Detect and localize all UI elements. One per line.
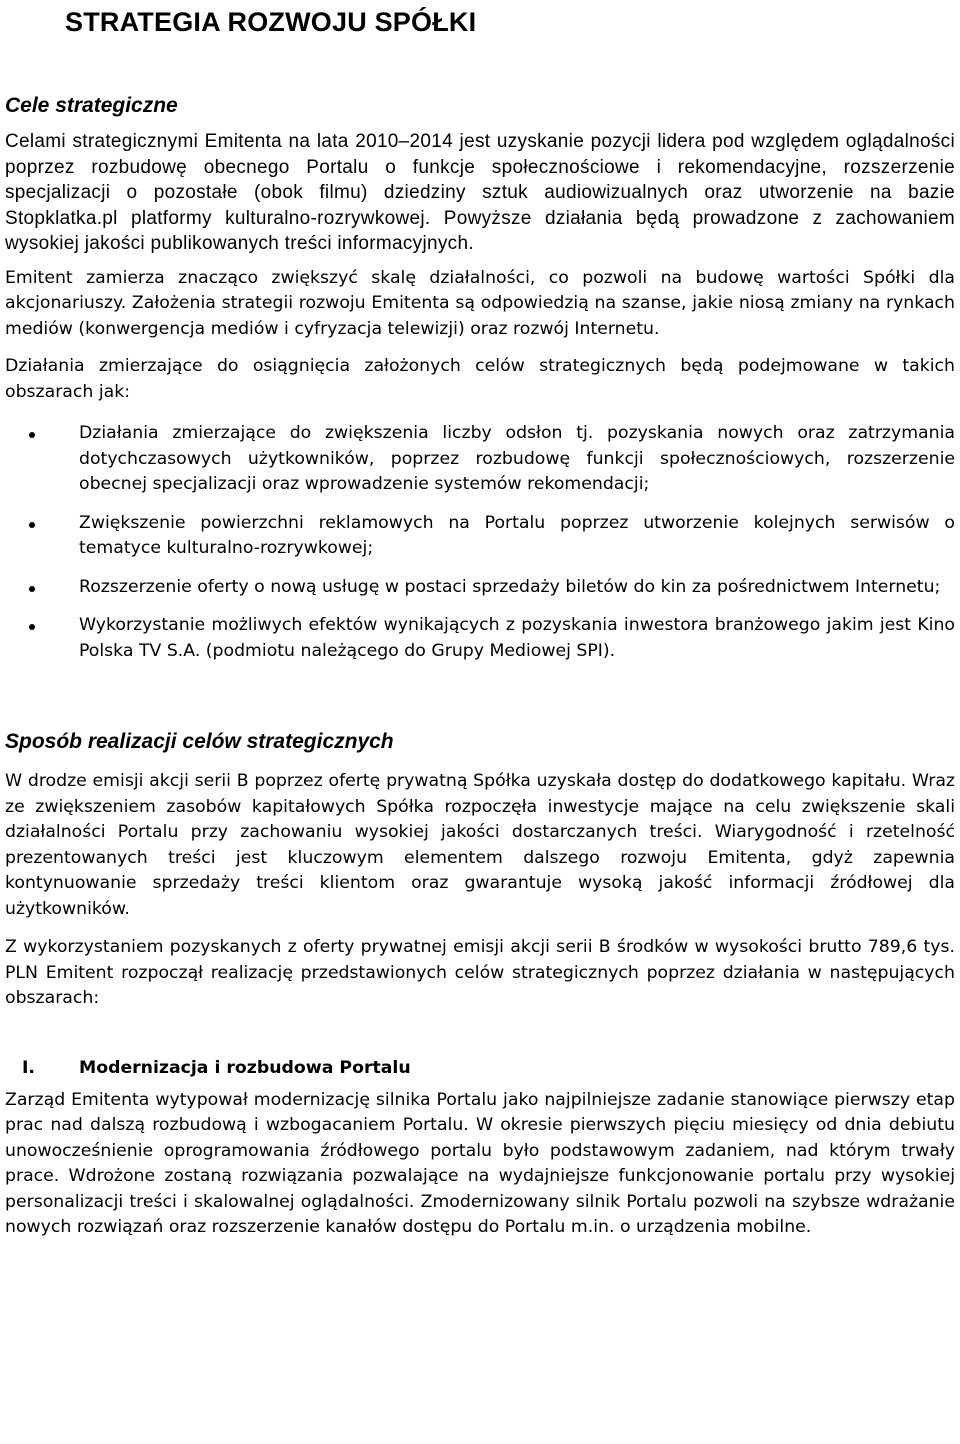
list-item xyxy=(5,511,955,562)
list-item-text: Rozszerzenie oferty o nową usługę w postaci sprzedaży biletów do kin za pośrednictwem Internetu; xyxy=(79,576,941,597)
paragraph-cele-skala: Emitent zamierza znacząco zwiększyć skalę działalności, co pozwoli na budowę wartości Spółki dla akcjonariuszy. Założenia strategii rozwoju Emitenta są odpowiedzią na szanse, jakie niosą zmiany na rynkach mediów (konwergencja mediów i cyfryzacja telewizji) oraz rozwój Internetu. xyxy=(5,267,955,339)
list-item xyxy=(5,421,955,498)
section-heading-modernizacja xyxy=(5,1055,955,1081)
paragraph-sposob-srodki: Z wykorzystaniem pozyskanych z oferty prywatnej emisji akcji serii B środków w wysokości brutto 789,6 tys. PLN Emitent rozpoczął realizację przedstawionych celów strategicznych poprzez działania w następujących obszarach: xyxy=(5,937,955,1008)
paragraph-cele-intro: Celami strategicznymi Emitenta na lata 2010–2014 jest uzyskanie pozycji lidera pod względem oglądalności poprzez rozbudowę obecnego Portalu o funkcje społecznościowe i rekomendacyjne, rozszerzenie specjalizacji o pozostałe (obok filmu) dziedziny sztuk audiowizualnych oraz utworzenie na bazie Stopklatka.pl platformy kulturalno-rozrywkowej. Powyższe działania będą prowadzone z zachowaniem wysokiej jakości publikowanych treści informacyjnych. xyxy=(5,131,955,254)
bullet-dot-icon xyxy=(29,586,35,592)
list-item xyxy=(5,575,955,601)
bullet-dot-icon xyxy=(29,522,35,528)
heading-cele-strategiczne: Cele strategiczne xyxy=(5,94,178,117)
bullet-dot-icon xyxy=(29,624,35,630)
paragraph-modernizacja: Zarząd Emitenta wytypował modernizację silnika Portalu jako najpilniejsze zadanie stanowiące pierwszy etap prac nad dalszą rozbudową i wzbogacaniem Portalu. W okresie pierwszych pięciu miesięcy od dnia debiutu unowocześnienie oprogramowania źródłowego portalu było podstawowym zadaniem, nad którym trwały prace. Wdrożone zostaną rozwiązania pozwalające na wydajniejsze funkcjonowanie portalu przy wysokiej personalizacji treści i skalowalnej oglądalności. Zmodernizowany silnik Portalu pozwoli na szybsze wdrażanie nowych rozwiązań oraz rozszerzenie kanałów dostępu do Portalu m.in. o urządzenia mobilne. xyxy=(5,1089,955,1237)
document-title: STRATEGIA ROZWOJU SPÓŁKI xyxy=(65,7,477,37)
bullet-list-obszary xyxy=(5,421,955,664)
document-page xyxy=(5,0,955,1241)
heading-sposob-realizacji: Sposób realizacji celów strategicznych xyxy=(5,730,394,753)
bullet-dot-icon xyxy=(29,432,35,438)
section-title: Modernizacja i rozbudowa Portalu xyxy=(79,1057,411,1078)
list-item-text: Wykorzystanie możliwych efektów wynikających z pozyskania inwestora branżowego jakim jest Kino Polska TV S.A. (podmiotu należącego do Grupy Mediowej SPI). xyxy=(79,615,955,661)
list-item xyxy=(5,613,955,664)
paragraph-cele-obszary: Działania zmierzające do osiągnięcia założonych celów strategicznych będą podejmowane w takich obszarach jak: xyxy=(5,356,955,402)
list-item-text: Zwiększenie powierzchni reklamowych na Portalu poprzez utworzenie kolejnych serwisów o tematyce kulturalno-rozrywkowej; xyxy=(79,512,955,558)
list-item-text: Działania zmierzające do zwiększenia liczby odsłon tj. pozyskania nowych oraz zatrzymania dotychczasowych użytkowników, poprzez rozbudowę funkcji społecznościowych, rozszerzenie obecnej specjalizacji oraz wprowadzenie systemów rekomendacji; xyxy=(79,423,955,494)
paragraph-sposob-kapital: W drodze emisji akcji serii B poprzez ofertę prywatną Spółka uzyskała dostęp do dodatkowego kapitału. Wraz ze zwiększeniem zasobów kapitałowych Spółka rozpoczęła inwestycje mające na celu zwiększenie skali działalności Portalu przy zachowaniu wysokiej jakości dostarczanych treści. Wiarygodność i rzetelność prezentowanych treści jest kluczowym elementem dalszego rozwoju Emitenta, gdyż zapewnia kontynuowanie sprzedaży treści klientom oraz gwarantuje wysoką jakość informacji źródłowej dla użytkowników. xyxy=(5,771,955,919)
section-number: I. xyxy=(22,1057,35,1078)
